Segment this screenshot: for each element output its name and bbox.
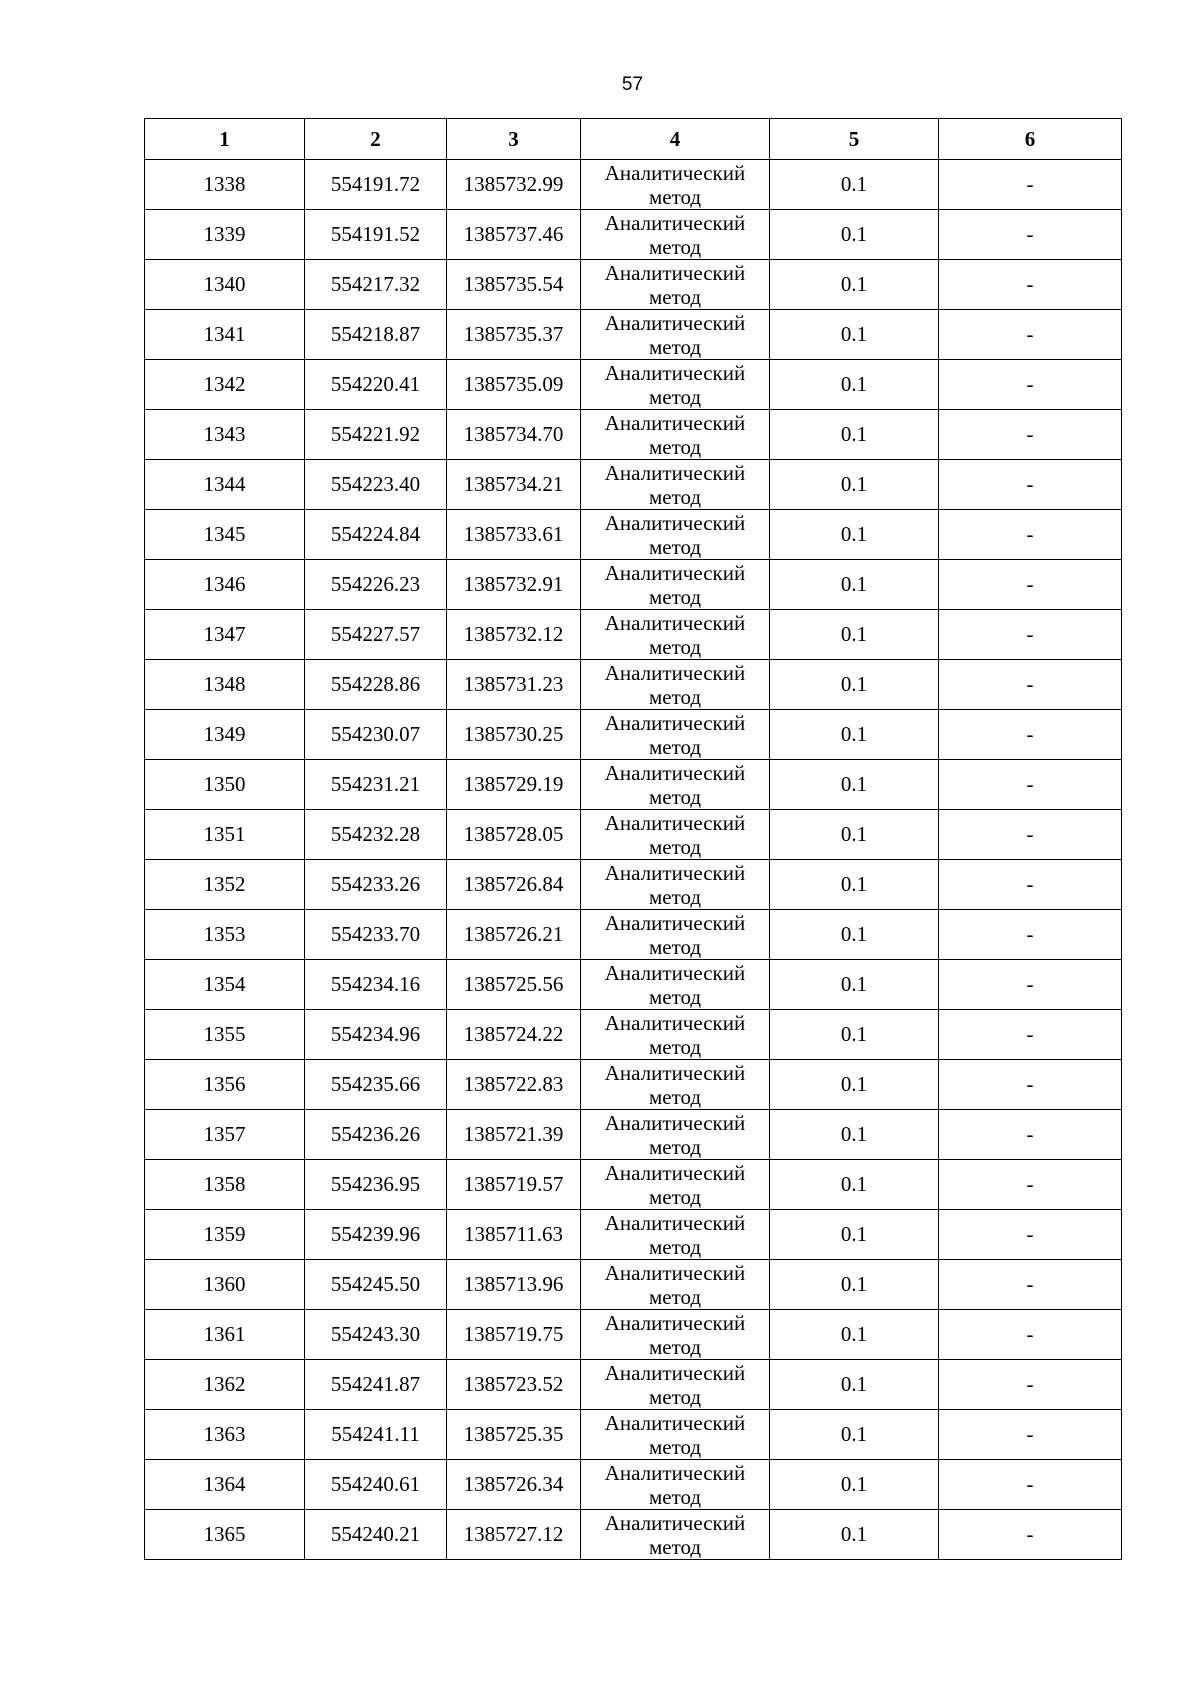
method-line-1: Аналитический (604, 1260, 746, 1285)
accuracy-value: 0.1 (770, 1510, 939, 1560)
method-line-2: метод (648, 984, 702, 1009)
method-cell (581, 610, 770, 660)
accuracy-value: 0.1 (770, 410, 939, 460)
accuracy-value: 0.1 (770, 660, 939, 710)
table-row (145, 810, 1122, 860)
table-row (145, 1110, 1122, 1160)
table-row (145, 460, 1122, 510)
method-line-2: метод (648, 1034, 702, 1059)
header-col-2: 2 (305, 119, 447, 160)
header-col-1: 1 (145, 119, 305, 160)
coordinate-x: 554232.28 (305, 810, 447, 860)
method-cell (581, 1260, 770, 1310)
method-line-2: метод (648, 1334, 702, 1359)
coordinate-x: 554226.23 (305, 560, 447, 610)
note-value: - (939, 210, 1122, 260)
header-col-6: 6 (939, 119, 1122, 160)
coordinate-y: 1385732.99 (447, 160, 581, 210)
header-row (145, 119, 1122, 160)
coordinate-x: 554240.21 (305, 1510, 447, 1560)
accuracy-value: 0.1 (770, 260, 939, 310)
method-line-1: Аналитический (604, 910, 746, 935)
coordinate-y: 1385725.56 (447, 960, 581, 1010)
point-number: 1353 (145, 910, 305, 960)
coordinate-x: 554236.26 (305, 1110, 447, 1160)
accuracy-value: 0.1 (770, 1360, 939, 1410)
method-line-1: Аналитический (604, 810, 746, 835)
method-cell (581, 1410, 770, 1460)
method-line-1: Аналитический (604, 610, 746, 635)
coordinate-x: 554191.52 (305, 210, 447, 260)
page-number: 57 (621, 74, 644, 95)
coordinate-x: 554243.30 (305, 1310, 447, 1360)
coordinate-y: 1385723.52 (447, 1360, 581, 1410)
coordinate-x: 554231.21 (305, 760, 447, 810)
method-line-1: Аналитический (604, 1510, 746, 1535)
note-value: - (939, 1510, 1122, 1560)
method-line-1: Аналитический (604, 1310, 746, 1335)
accuracy-value: 0.1 (770, 310, 939, 360)
coordinate-y: 1385735.09 (447, 360, 581, 410)
method-line-2: метод (648, 284, 702, 309)
coordinate-x: 554241.87 (305, 1360, 447, 1410)
accuracy-value: 0.1 (770, 960, 939, 1010)
method-line-1: Аналитический (604, 260, 746, 285)
coordinate-x: 554236.95 (305, 1160, 447, 1210)
method-cell (581, 360, 770, 410)
point-number: 1359 (145, 1210, 305, 1260)
coordinate-y: 1385721.39 (447, 1110, 581, 1160)
note-value: - (939, 1110, 1122, 1160)
accuracy-value: 0.1 (770, 160, 939, 210)
coordinate-x: 554224.84 (305, 510, 447, 560)
note-value: - (939, 660, 1122, 710)
method-cell (581, 1360, 770, 1410)
table-row (145, 610, 1122, 660)
accuracy-value: 0.1 (770, 1060, 939, 1110)
table-row (145, 410, 1122, 460)
method-line-1: Аналитический (604, 1160, 746, 1185)
coordinate-y: 1385733.61 (447, 510, 581, 560)
coordinate-y: 1385729.19 (447, 760, 581, 810)
coordinate-y: 1385727.12 (447, 1510, 581, 1560)
table-row (145, 1210, 1122, 1260)
method-line-1: Аналитический (604, 360, 746, 385)
table-row (145, 260, 1122, 310)
point-number: 1356 (145, 1060, 305, 1110)
method-line-2: метод (648, 934, 702, 959)
note-value: - (939, 960, 1122, 1010)
method-line-2: метод (648, 884, 702, 909)
method-line-1: Аналитический (604, 560, 746, 585)
accuracy-value: 0.1 (770, 510, 939, 560)
method-cell (581, 1510, 770, 1560)
point-number: 1357 (145, 1110, 305, 1160)
point-number: 1338 (145, 160, 305, 210)
coordinate-y: 1385719.57 (447, 1160, 581, 1210)
method-line-2: метод (648, 434, 702, 459)
coordinate-x: 554241.11 (305, 1410, 447, 1460)
accuracy-value: 0.1 (770, 360, 939, 410)
point-number: 1355 (145, 1010, 305, 1060)
note-value: - (939, 610, 1122, 660)
method-line-2: метод (648, 1384, 702, 1409)
method-cell (581, 860, 770, 910)
method-cell (581, 210, 770, 260)
header-col-4: 4 (581, 119, 770, 160)
method-line-2: метод (648, 384, 702, 409)
accuracy-value: 0.1 (770, 1260, 939, 1310)
point-number: 1344 (145, 460, 305, 510)
note-value: - (939, 760, 1122, 810)
method-cell (581, 460, 770, 510)
table-row (145, 360, 1122, 410)
point-number: 1339 (145, 210, 305, 260)
method-cell (581, 1060, 770, 1110)
accuracy-value: 0.1 (770, 1110, 939, 1160)
coordinate-y: 1385730.25 (447, 710, 581, 760)
coordinate-x: 554228.86 (305, 660, 447, 710)
method-cell (581, 910, 770, 960)
note-value: - (939, 1360, 1122, 1410)
point-number: 1349 (145, 710, 305, 760)
point-number: 1363 (145, 1410, 305, 1460)
table-row (145, 310, 1122, 360)
accuracy-value: 0.1 (770, 1010, 939, 1060)
method-line-1: Аналитический (604, 410, 746, 435)
point-number: 1365 (145, 1510, 305, 1560)
table-row (145, 760, 1122, 810)
coordinate-x: 554223.40 (305, 460, 447, 510)
table-body (145, 160, 1122, 1560)
method-line-1: Аналитический (604, 960, 746, 985)
method-line-2: метод (648, 1284, 702, 1309)
point-number: 1362 (145, 1360, 305, 1410)
method-line-2: метод (648, 1234, 702, 1259)
method-line-1: Аналитический (604, 710, 746, 735)
accuracy-value: 0.1 (770, 760, 939, 810)
method-line-2: метод (648, 1184, 702, 1209)
accuracy-value: 0.1 (770, 710, 939, 760)
coordinate-x: 554218.87 (305, 310, 447, 360)
accuracy-value: 0.1 (770, 460, 939, 510)
table-row (145, 910, 1122, 960)
point-number: 1351 (145, 810, 305, 860)
coordinate-y: 1385719.75 (447, 1310, 581, 1360)
method-line-2: метод (648, 1134, 702, 1159)
point-number: 1346 (145, 560, 305, 610)
accuracy-value: 0.1 (770, 1310, 939, 1360)
note-value: - (939, 310, 1122, 360)
accuracy-value: 0.1 (770, 810, 939, 860)
note-value: - (939, 360, 1122, 410)
coordinate-x: 554227.57 (305, 610, 447, 660)
table-row (145, 1060, 1122, 1110)
point-number: 1348 (145, 660, 305, 710)
method-cell (581, 1160, 770, 1210)
note-value: - (939, 1410, 1122, 1460)
table-row (145, 1310, 1122, 1360)
coordinate-x: 554191.72 (305, 160, 447, 210)
point-number: 1352 (145, 860, 305, 910)
method-line-1: Аналитический (604, 860, 746, 885)
accuracy-value: 0.1 (770, 1410, 939, 1460)
method-line-2: метод (648, 1484, 702, 1509)
method-line-2: метод (648, 234, 702, 259)
point-number: 1340 (145, 260, 305, 310)
note-value: - (939, 160, 1122, 210)
method-line-2: метод (648, 834, 702, 859)
table-row (145, 1160, 1122, 1210)
coordinate-y: 1385711.63 (447, 1210, 581, 1260)
accuracy-value: 0.1 (770, 210, 939, 260)
method-line-1: Аналитический (604, 210, 746, 235)
method-line-2: метод (648, 684, 702, 709)
table-row (145, 560, 1122, 610)
table-row (145, 1510, 1122, 1560)
note-value: - (939, 1310, 1122, 1360)
method-line-1: Аналитический (604, 1010, 746, 1035)
method-cell (581, 160, 770, 210)
table-row (145, 1360, 1122, 1410)
coordinate-y: 1385722.83 (447, 1060, 581, 1110)
coordinates-table (144, 118, 1122, 1560)
table-row (145, 660, 1122, 710)
method-line-2: метод (648, 484, 702, 509)
point-number: 1358 (145, 1160, 305, 1210)
method-cell (581, 310, 770, 360)
method-cell (581, 1460, 770, 1510)
note-value: - (939, 810, 1122, 860)
table-row (145, 860, 1122, 910)
coordinate-x: 554233.26 (305, 860, 447, 910)
method-line-2: метод (648, 1084, 702, 1109)
method-line-2: метод (648, 534, 702, 559)
point-number: 1343 (145, 410, 305, 460)
note-value: - (939, 860, 1122, 910)
coordinate-y: 1385726.34 (447, 1460, 581, 1510)
table-row (145, 510, 1122, 560)
note-value: - (939, 910, 1122, 960)
method-cell (581, 510, 770, 560)
note-value: - (939, 460, 1122, 510)
coordinate-y: 1385735.54 (447, 260, 581, 310)
note-value: - (939, 1010, 1122, 1060)
point-number: 1341 (145, 310, 305, 360)
coordinate-y: 1385732.91 (447, 560, 581, 610)
note-value: - (939, 560, 1122, 610)
point-number: 1360 (145, 1260, 305, 1310)
table-row (145, 1410, 1122, 1460)
coordinate-y: 1385726.21 (447, 910, 581, 960)
method-line-1: Аналитический (604, 510, 746, 535)
point-number: 1364 (145, 1460, 305, 1510)
accuracy-value: 0.1 (770, 910, 939, 960)
coordinate-y: 1385713.96 (447, 1260, 581, 1310)
table-row (145, 1260, 1122, 1310)
coordinate-x: 554239.96 (305, 1210, 447, 1260)
method-line-2: метод (648, 584, 702, 609)
point-number: 1354 (145, 960, 305, 1010)
table-row (145, 710, 1122, 760)
method-line-1: Аналитический (604, 460, 746, 485)
note-value: - (939, 1210, 1122, 1260)
coordinate-x: 554240.61 (305, 1460, 447, 1510)
method-line-2: метод (648, 734, 702, 759)
coordinate-y: 1385731.23 (447, 660, 581, 710)
accuracy-value: 0.1 (770, 860, 939, 910)
coordinate-y: 1385724.22 (447, 1010, 581, 1060)
coordinate-x: 554221.92 (305, 410, 447, 460)
method-cell (581, 760, 770, 810)
coordinate-y: 1385737.46 (447, 210, 581, 260)
method-line-2: метод (648, 1434, 702, 1459)
method-cell (581, 960, 770, 1010)
method-cell (581, 410, 770, 460)
accuracy-value: 0.1 (770, 610, 939, 660)
table-row (145, 210, 1122, 260)
table-row (145, 1460, 1122, 1510)
method-cell (581, 1310, 770, 1360)
table-row (145, 960, 1122, 1010)
accuracy-value: 0.1 (770, 1210, 939, 1260)
point-number: 1350 (145, 760, 305, 810)
coordinate-x: 554245.50 (305, 1260, 447, 1310)
table-row (145, 1010, 1122, 1060)
note-value: - (939, 510, 1122, 560)
coordinate-x: 554235.66 (305, 1060, 447, 1110)
coordinate-y: 1385728.05 (447, 810, 581, 860)
header-col-5: 5 (770, 119, 939, 160)
method-line-1: Аналитический (604, 760, 746, 785)
coordinate-y: 1385732.12 (447, 610, 581, 660)
method-line-1: Аналитический (604, 1410, 746, 1435)
method-cell (581, 260, 770, 310)
method-line-1: Аналитический (604, 1060, 746, 1085)
point-number: 1361 (145, 1310, 305, 1360)
note-value: - (939, 1060, 1122, 1110)
table-header (145, 119, 1122, 160)
method-line-2: метод (648, 634, 702, 659)
method-cell (581, 1210, 770, 1260)
method-line-1: Аналитический (604, 160, 746, 185)
note-value: - (939, 1160, 1122, 1210)
coordinate-x: 554234.16 (305, 960, 447, 1010)
method-line-2: метод (648, 334, 702, 359)
note-value: - (939, 410, 1122, 460)
coordinate-x: 554233.70 (305, 910, 447, 960)
method-line-1: Аналитический (604, 1360, 746, 1385)
method-cell (581, 660, 770, 710)
accuracy-value: 0.1 (770, 1460, 939, 1510)
point-number: 1347 (145, 610, 305, 660)
header-col-3: 3 (447, 119, 581, 160)
coordinate-x: 554217.32 (305, 260, 447, 310)
note-value: - (939, 1260, 1122, 1310)
method-line-1: Аналитический (604, 310, 746, 335)
coordinate-x: 554220.41 (305, 360, 447, 410)
method-cell (581, 560, 770, 610)
method-line-2: метод (648, 1534, 702, 1559)
coordinate-y: 1385734.70 (447, 410, 581, 460)
coordinate-y: 1385735.37 (447, 310, 581, 360)
coordinate-x: 554230.07 (305, 710, 447, 760)
method-cell (581, 710, 770, 760)
coordinate-y: 1385726.84 (447, 860, 581, 910)
method-line-1: Аналитический (604, 1460, 746, 1485)
method-line-2: метод (648, 184, 702, 209)
method-line-2: метод (648, 784, 702, 809)
method-cell (581, 810, 770, 860)
method-line-1: Аналитический (604, 1210, 746, 1235)
method-cell (581, 1010, 770, 1060)
accuracy-value: 0.1 (770, 1160, 939, 1210)
coordinate-y: 1385734.21 (447, 460, 581, 510)
note-value: - (939, 260, 1122, 310)
method-line-1: Аналитический (604, 1110, 746, 1135)
coordinate-y: 1385725.35 (447, 1410, 581, 1460)
method-cell (581, 1110, 770, 1160)
note-value: - (939, 1460, 1122, 1510)
point-number: 1345 (145, 510, 305, 560)
accuracy-value: 0.1 (770, 560, 939, 610)
point-number: 1342 (145, 360, 305, 410)
note-value: - (939, 710, 1122, 760)
method-line-1: Аналитический (604, 660, 746, 685)
table-row (145, 160, 1122, 210)
coordinate-x: 554234.96 (305, 1010, 447, 1060)
